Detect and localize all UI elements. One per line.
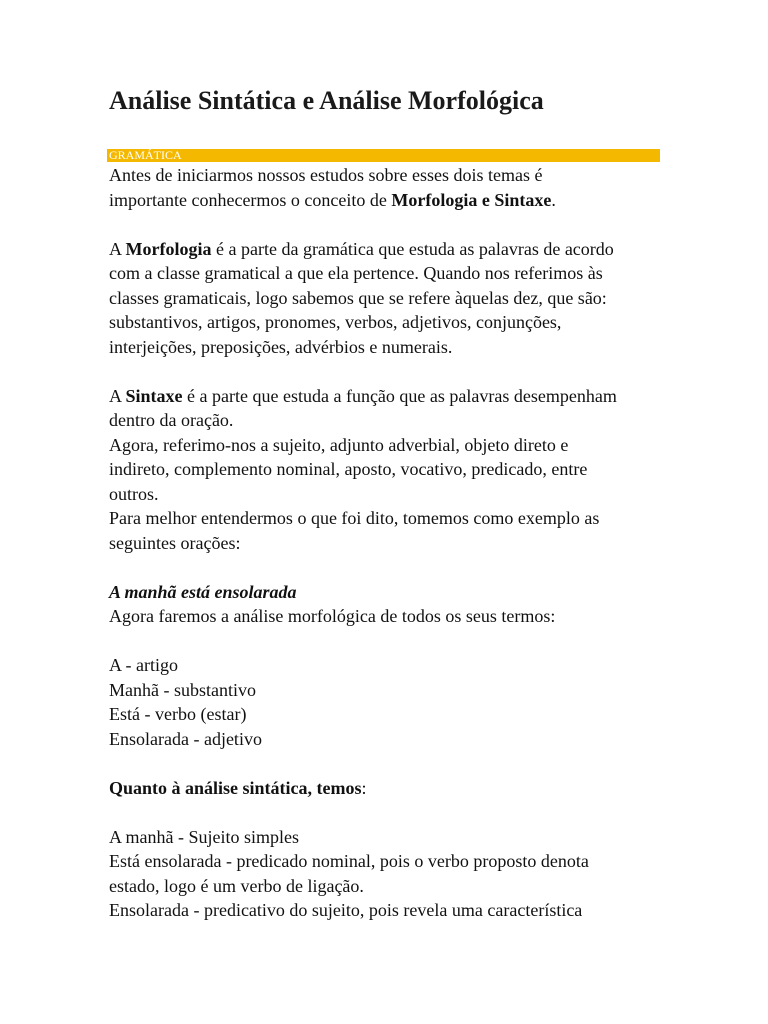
synt-heading-paragraph bbox=[109, 776, 669, 801]
sintaxe-line-1 bbox=[109, 384, 669, 409]
intro-bold-terms: Morfologia e Sintaxe bbox=[391, 189, 552, 210]
morph-intro: Agora faremos a análise morfológica de todos os seus termos: bbox=[109, 606, 556, 626]
synt-heading-colon: : bbox=[361, 777, 367, 798]
morfologia-term: Morfologia bbox=[125, 238, 212, 259]
sintaxe-line-3: Agora, referimo-nos a sujeito, adjunto adverbial, objeto direto e bbox=[109, 434, 569, 455]
category-label: GRAMÁTICA bbox=[109, 148, 182, 162]
intro-text: importante conhecermos o conceito de bbox=[109, 189, 392, 210]
example-paragraph bbox=[109, 580, 669, 629]
morfologia-line-3: classes gramaticais, logo sabemos que se refere àquelas dez, que são: bbox=[109, 287, 607, 308]
example-sentence: A manhã está ensolarada bbox=[109, 581, 297, 602]
synt-lines bbox=[109, 825, 669, 923]
sintaxe-line-6: Para melhor entendermos o que foi dito, tomemos como exemplo as bbox=[109, 508, 600, 528]
morfologia-line-2: com a classe gramatical a que ela pertence. Quando nos referimos às bbox=[109, 263, 603, 283]
intro-line-1: Antes de iniciarmos nossos estudos sobre esses dois temas é bbox=[109, 165, 543, 185]
synt-line: estado, logo é um verbo de ligação. bbox=[109, 875, 364, 896]
intro-paragraph bbox=[109, 163, 669, 212]
synt-heading-text: Quanto à análise sintática, temos bbox=[109, 777, 362, 798]
sintaxe-line-7: seguintes orações: bbox=[109, 532, 241, 553]
morfologia-line-1 bbox=[109, 237, 669, 262]
sintaxe-line-5: outros. bbox=[109, 483, 159, 504]
morfologia-line-5: interjeições, preposições, advérbios e numerais. bbox=[109, 336, 453, 357]
morph-term: Está - verbo (estar) bbox=[109, 704, 247, 724]
morph-term: Ensolarada - adjetivo bbox=[109, 728, 262, 749]
morph-terms-list bbox=[109, 653, 669, 751]
intro-line-2 bbox=[109, 188, 669, 213]
sintaxe-prefix: A bbox=[109, 385, 126, 406]
page-title: Análise Sintática e Análise Morfológica bbox=[109, 86, 544, 115]
sintaxe-line-2: dentro da oração. bbox=[109, 410, 234, 430]
sintaxe-paragraph bbox=[109, 384, 669, 556]
morfologia-line-4: substantivos, artigos, pronomes, verbos, adjetivos, conjunções, bbox=[109, 312, 562, 332]
morfologia-prefix: A bbox=[109, 238, 126, 259]
article-body bbox=[109, 163, 669, 923]
synt-line: A manhã - Sujeito simples bbox=[109, 826, 299, 847]
synt-line: Está ensolarada - predicado nominal, pois o verbo proposto denota bbox=[109, 851, 589, 871]
morfologia-text: é a parte da gramática que estuda as palavras de acordo bbox=[211, 238, 614, 259]
sintaxe-text: é a parte que estuda a função que as palavras desempenham bbox=[182, 385, 617, 406]
sintaxe-term: Sintaxe bbox=[125, 385, 183, 406]
synt-line: Ensolarada - predicativo do sujeito, pois revela uma característica bbox=[109, 900, 583, 920]
morph-term: A - artigo bbox=[109, 655, 178, 675]
sintaxe-line-4: indireto, complemento nominal, aposto, vocativo, predicado, entre bbox=[109, 459, 588, 479]
synt-heading bbox=[109, 776, 669, 801]
morfologia-paragraph bbox=[109, 237, 669, 360]
intro-period: . bbox=[551, 189, 556, 210]
category-banner bbox=[107, 149, 660, 162]
morph-term: Manhã - substantivo bbox=[109, 679, 256, 700]
